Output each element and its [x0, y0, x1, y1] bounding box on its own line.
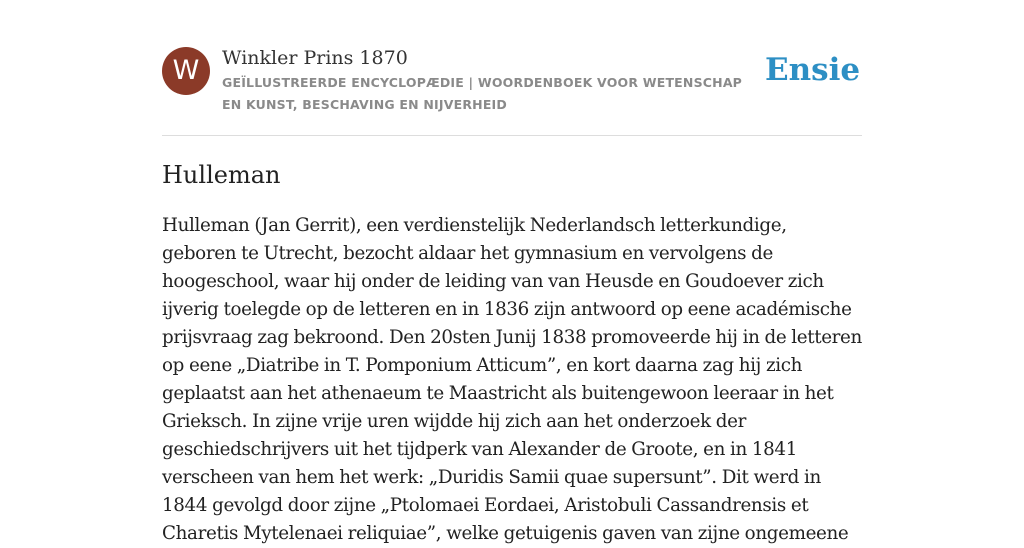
page-container: [162, 0, 862, 544]
article-title: Hulleman: [162, 161, 281, 189]
source-title[interactable]: Winkler Prins 1870: [222, 47, 408, 69]
header-divider: [162, 135, 862, 136]
ensie-logo[interactable]: Ensie: [765, 52, 861, 88]
source-header: [162, 46, 862, 116]
source-avatar[interactable]: W: [162, 47, 210, 95]
article-body: Hulleman (Jan Gerrit), een verdienstelijk Nederlandsch letterkundige, geboren te Utrecht, bezocht aldaar het gymnasium en vervolgens de hoogeschool, waar hij onder de leiding van van Heusde en Goudoever zich ijverig toelegde op de letteren en in 1836 zijn antwoord op eene académische prijsvraag zag bekroond. Den 20sten Junij 1838 promoveerde hij in de letteren op eene „Diatribe in T. Pomponium Atticum”, en kort daarna zag hij zich geplaatst aan het athenaeum te Maastricht als buitengewoon leeraar in het Grieksch. In zijne vrije uren wijdde hij zich aan het onderzoek der geschiedschrijvers uit het tijdperk van Alexander de Groote, en in 1841 verscheen van hem het werk: „Duridis Samii quae supersunt”. Dit werd in 1844 gevolgd door zijne „Ptolomaei Eordaei, Aristobuli Cassandrensis et Charetis Mytelenaei reliquiae”, welke getuigenis gaven van zijne ongemeene: [162, 215, 862, 544]
source-subtitle: GEÏLLUSTREERDE ENCYCLOPÆDIE | WOORDENBOEK VOOR WETENSCHAP EN KUNST, BESCHAVING EN NIJVERHEID: [222, 75, 743, 112]
